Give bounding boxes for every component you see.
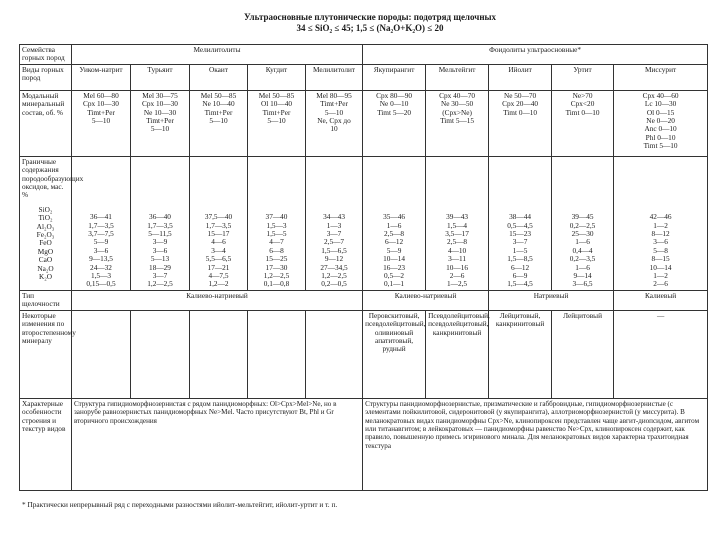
species-cell: Уртит <box>552 64 614 90</box>
secondary-empty <box>131 310 190 398</box>
oxide-name: Na₂O <box>37 263 54 273</box>
oxide-name: CaO <box>38 255 53 265</box>
modal-cell: Mel 50—85 Ne 10—40 Timt+Per 5—10 <box>190 90 248 156</box>
secondary-empty <box>72 310 131 398</box>
series-k-foidolites: Калиевый <box>614 290 708 310</box>
species-cell: Кугдит <box>248 64 306 90</box>
modal-cell: Ne>70 Cpx<20 Timt 0—10 <box>552 90 614 156</box>
oxide-name: K₂O <box>38 272 53 282</box>
oxide-values: 39—43 1,5—4 3,5—17 2,5—8 4—10 3—11 10—16 2—6 1—2,5 <box>426 156 489 290</box>
table-title <box>180 12 560 34</box>
classification-table <box>19 44 708 491</box>
oxides-label-cell <box>20 156 84 290</box>
oxide-name: Al₂O₃ <box>36 221 55 231</box>
oxide-name: MgO <box>37 246 54 256</box>
species-cell: Якупирангит <box>363 64 426 90</box>
modal-cell: Cpx 40—70 Ne 30—50 (Cpx>Ne) Timt 5—15 <box>426 90 489 156</box>
species-cell: Окаит <box>190 64 248 90</box>
oxides-label: Граничные содержания породообразующих оксидов, мас. % <box>22 156 84 200</box>
oxide-values: 38—44 0,5—4,5 15—23 3—7 1—5 1,5—8,5 6—12 6—9 1,5—4,5 <box>489 156 552 290</box>
oxide-values: 37,5—40 1,7—3,5 15—17 4—6 3—4 5,5—6,5 17—21 4—7,5 1,2—2 <box>190 156 248 290</box>
species-cell: Турьяит <box>131 64 190 90</box>
oxide-values: 35—46 1—6 2,5—8 6—12 5—9 10—14 16—23 0,5—2 0,1—1 <box>363 156 426 290</box>
secondary-empty <box>306 310 363 398</box>
modal-cell: Mel 50—85 Ol 10—40 Timt+Per 5—10 <box>248 90 306 156</box>
secondary-empty <box>248 310 306 398</box>
oxide-name: FeO <box>39 238 52 248</box>
modal-cell: Ne 50—70 Cpx 20—40 Timt 0—10 <box>489 90 552 156</box>
secondary-ijolite: Лейцитовый, канкринитовый <box>489 310 552 398</box>
features-melilitolites: Структура гипидиоморфнозернистая с рядом панидиоморфных: Ol>Cpx>Mel>Ne, но в занорубе равнозернистых панидиоморфных Ne>Mel. Часто присутствуют Bt, Phl и Gr вторичного происхождения <box>72 398 363 490</box>
oxide-name: SiO₂ <box>38 204 53 214</box>
species-cell: Мелилитолит <box>306 64 363 90</box>
modal-composition-label: Модальный минеральный состав, об. % <box>20 90 72 156</box>
species-label: Виды горных пород <box>20 64 72 90</box>
oxide-values: 36—41 1,7—3,5 3,7—7,5 5—9 3—6 9—13,5 24—32 1,5—3 0,15—0,5 <box>72 156 131 290</box>
secondary-label: Некоторые изменения по второстепенному минералу <box>20 310 72 398</box>
oxide-values: 34—43 1—3 3—7 2,5—7 1,5—6,5 9—12 27—34,5 1,2—2,5 0,2—0,5 <box>306 156 363 290</box>
oxide-list <box>22 206 69 282</box>
secondary-missourite: — <box>614 310 708 398</box>
features-label: Характерные особенности строения и текстур видов <box>20 398 72 490</box>
secondary-melteigite: Псевдолейцитовый, псевдолейцитовый, канкринитовый <box>426 310 489 398</box>
oxide-name: Fe₂O₃ <box>36 230 55 240</box>
series-kn-foidolites: Калиево-натриевый <box>363 290 489 310</box>
footnote: * Практически непрерывный ряд с переходными разностями ийолит-мельтейгит, ийолит-уртит и т. п. <box>22 500 338 509</box>
features-foidolites: Структуры панидиоморфнозернистые, призматические и габбровидные, гипидиоморфнозернистые (с элементами пойкилитовой, сидеронитовой (у якупирангита), аллотриоморфнозернистой (у миссурита). В меланократовых видах панидиоморфны Cpx>Ne, клинопироксен представлен чаще авгит-диопсидом, авгитом или титанавгитом; в лейкократовых — панидиоморфны равенство Ne>Cpx, клинопироксен содержит, как правило, повышенную примесь эгиринового минала. Для меланократовых видов характерна трахитоидная текстура <box>363 398 708 490</box>
modal-cell: Mel 60—80 Cpx 10—30 Timt+Per 5—10 <box>72 90 131 156</box>
series-label: Тип щелочности <box>20 290 72 310</box>
series-melilitolites: Калиево-натриевый <box>72 290 363 310</box>
modal-cell: Cpx 80—90 Ne 0—10 Timt 5—20 <box>363 90 426 156</box>
oxide-values: 37—40 1,5—3 1,5—5 4—7 6—8 15—25 17—30 1,2—2,5 0,1—0,8 <box>248 156 306 290</box>
oxide-values: 42—46 1—2 8—12 3—6 5—8 8—15 10—14 1—2 2—6 <box>614 156 708 290</box>
title-line-2: 34 ≤ SiO₂ ≤ 45; 1,5 ≤ (Na₂O+K₂O) ≤ 20 <box>296 23 444 33</box>
modal-cell: Mel 30—75 Cpx 10—30 Ne 10—30 Timt+Per 5—10 <box>131 90 190 156</box>
oxide-name: TiO₂ <box>38 213 53 223</box>
species-cell: Уиком-натрит <box>72 64 131 90</box>
secondary-yakupirangite: Перовскитовый, псевдолейцитовый, оливиновый апатитовый, рудный <box>363 310 426 398</box>
modal-cell: Mel 80—95 Timt+Per 5—10 Ne, Cpx до 10 <box>306 90 363 156</box>
modal-cell: Cpx 40—60 Lc 10—30 Ol 0—15 Ne 0—20 Anc 0—10 Phl 0—10 Timt 5—10 <box>614 90 708 156</box>
oxide-values: 36—40 1,7—3,5 5—11,5 3—9 3—6 5—13 18—29 3—7 1,2—2,5 <box>131 156 190 290</box>
secondary-urtite: Лейцитовый <box>552 310 614 398</box>
species-cell: Мельтейгит <box>426 64 489 90</box>
species-cell: Ийолит <box>489 64 552 90</box>
title-line-1: Ультраосновные плутонические породы: подотряд щелочных <box>243 12 497 22</box>
oxide-values: 39—45 0,2—2,5 25—30 1—6 0,4—4 0,2—3,5 1—6 9—14 3—6,5 <box>552 156 614 290</box>
species-cell: Миссурит <box>614 64 708 90</box>
family-label: Семейства горных пород <box>20 45 72 65</box>
secondary-empty <box>190 310 248 398</box>
family-melilitolites: Мелилитолиты <box>72 45 363 65</box>
series-na-foidolites: Натриевый <box>489 290 614 310</box>
family-foidolites: Фоидолиты ультраосновные* <box>363 45 708 65</box>
